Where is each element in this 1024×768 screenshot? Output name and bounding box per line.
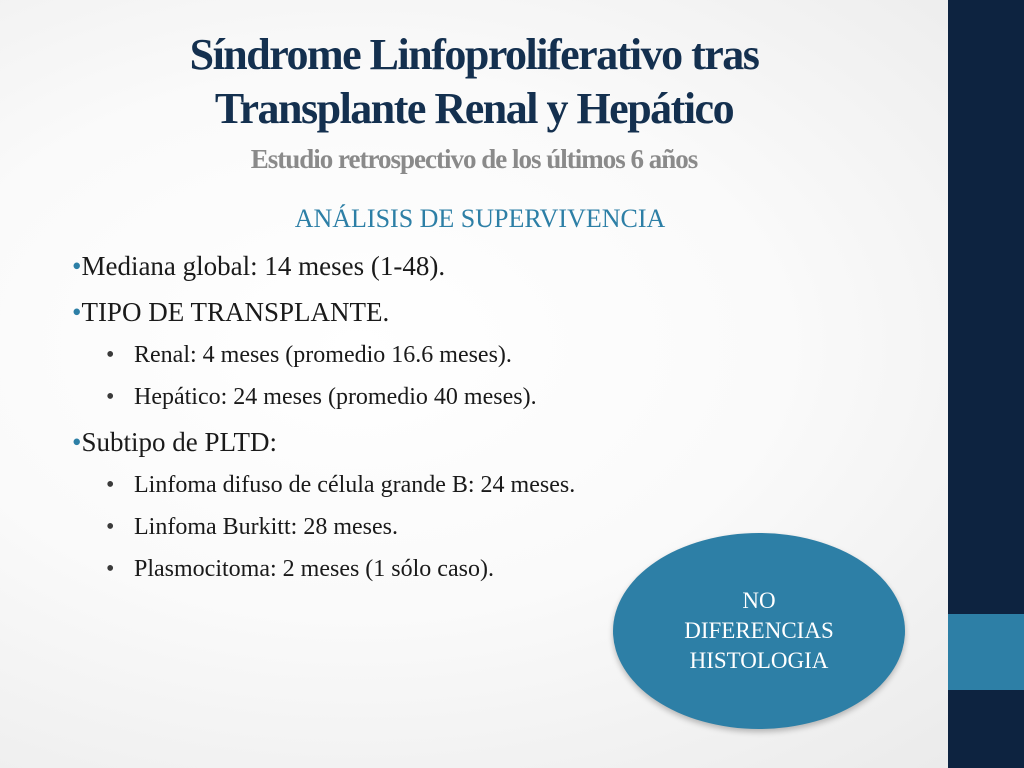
sub-bullet-marker: •: [106, 556, 115, 582]
sub-bullet-text: Plasmocitoma: 2 meses (1 sólo caso).: [134, 556, 494, 582]
title-line-1: Síndrome Linfoproliferativo tras: [189, 30, 759, 79]
sub-bullet-text: Hepático: 24 meses (promedio 40 meses).: [134, 384, 537, 410]
bullet-text: TIPO DE TRANSPLANTE.: [81, 297, 390, 327]
bullet-text: Subtipo de PLTD:: [81, 427, 277, 457]
sub-bullet-marker: •: [106, 472, 115, 498]
slide-subtitle: Estudio retrospectivo de los últimos 6 años: [250, 144, 698, 174]
bullet-item: [72, 248, 832, 284]
callout-line-1: NO: [742, 588, 776, 613]
callout-line-2: DIFERENCIAS: [684, 618, 834, 643]
slide-title: [0, 28, 948, 136]
bullet-item: [72, 294, 832, 330]
bullet-marker: •: [72, 427, 82, 457]
callout-ellipse: [613, 533, 905, 729]
sub-bullet-text: Linfoma difuso de célula grande B: 24 meses.: [134, 472, 576, 498]
sub-bullet-marker: •: [106, 514, 115, 540]
title-line-2: Transplante Renal y Hepático: [214, 84, 734, 133]
sub-bullet-item: [106, 470, 832, 500]
bullet-text: Mediana global: 14 meses (1-48).: [81, 251, 446, 281]
sub-bullet-marker: •: [106, 384, 115, 410]
section-heading: ANÁLISIS DE SUPERVIVENCIA: [294, 204, 666, 233]
sidebar-accent-block: [948, 614, 1024, 690]
bullet-item: [72, 424, 832, 460]
bullet-marker: •: [72, 297, 82, 327]
callout-line-3: HISTOLOGIA: [689, 648, 829, 673]
sub-bullet-item: [106, 382, 832, 412]
sub-bullet-text: Linfoma Burkitt: 28 meses.: [134, 514, 398, 540]
bullet-marker: •: [72, 251, 82, 281]
sub-bullet-text: Renal: 4 meses (promedio 16.6 meses).: [134, 342, 512, 368]
sub-bullet-marker: •: [106, 342, 115, 368]
sub-bullet-item: [106, 340, 832, 370]
